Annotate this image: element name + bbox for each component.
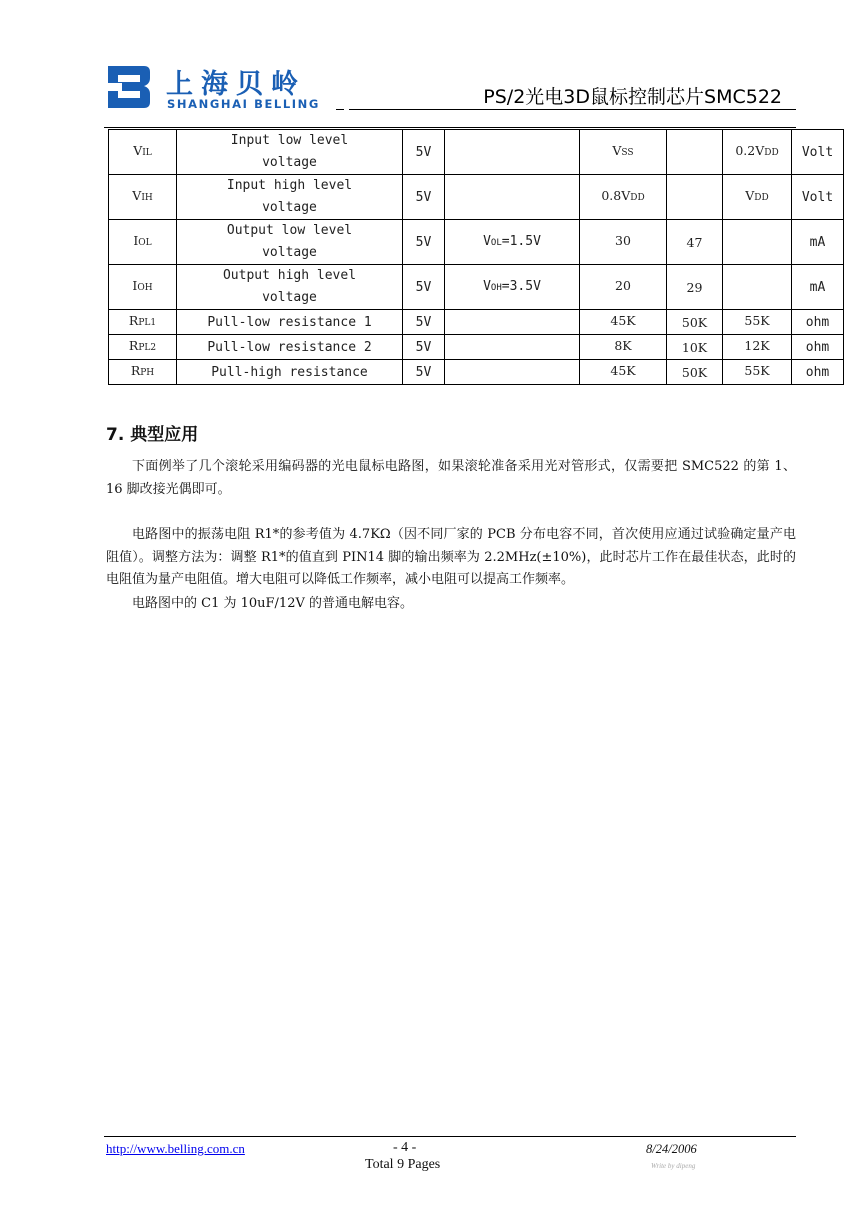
cell-subscript: OH xyxy=(137,283,153,293)
typ-text: 10K xyxy=(681,339,708,355)
description-text: Input high level voltage xyxy=(226,178,353,215)
cell-subscript: IH xyxy=(141,193,153,203)
description-cell xyxy=(177,360,403,385)
typ-cell xyxy=(667,335,723,360)
condition-cell xyxy=(445,360,580,385)
cell-subscript: PL1 xyxy=(138,318,157,328)
cell-subscript: DD xyxy=(764,148,779,158)
condition-cell xyxy=(445,335,580,360)
author-note: Write by dipeng xyxy=(651,1162,696,1170)
unit-text: mA xyxy=(809,279,826,295)
typ-cell xyxy=(667,130,723,175)
unit-text: mA xyxy=(809,234,826,250)
condition-cell xyxy=(445,130,580,175)
max-cell xyxy=(723,265,792,310)
cell-subscript: OH xyxy=(490,282,502,293)
section-title: 7. 典型应用 xyxy=(106,425,199,445)
table-row xyxy=(109,175,844,220)
description-cell xyxy=(177,175,403,220)
unit-cell xyxy=(792,360,844,385)
footer-divider xyxy=(104,1136,796,1137)
condition-cell xyxy=(445,220,580,265)
header-divider-thin xyxy=(104,127,796,128)
condition-cell xyxy=(445,265,580,310)
typ-text: 50K xyxy=(681,314,708,330)
description-text: Pull-high resistance xyxy=(211,364,368,380)
cell-main-text: 55K xyxy=(744,313,770,328)
symbol-cell xyxy=(109,335,177,360)
table-row xyxy=(109,130,844,175)
table-row xyxy=(109,360,844,385)
unit-text: ohm xyxy=(805,314,830,330)
cell-subscript: OL xyxy=(138,238,152,248)
unit-text: Volt xyxy=(801,144,834,160)
paragraph-1: 下面例举了几个滚轮采用编码器的光电鼠标电路图，如果滚轮准备采用光对管形式，仅需要把 SMC522 的第 1、16 脚改接光偶即可。 xyxy=(106,459,796,497)
cell-main-text: V xyxy=(483,233,491,249)
description-cell xyxy=(177,310,403,335)
vdd-cell xyxy=(403,360,445,385)
max-cell xyxy=(723,360,792,385)
description-cell xyxy=(177,130,403,175)
typ-cell xyxy=(667,265,723,310)
typ-cell xyxy=(667,360,723,385)
cell-subscript: PH xyxy=(140,368,155,378)
cell-main-text: V xyxy=(133,143,143,158)
total-pages: Total 9 Pages xyxy=(365,1157,441,1172)
description-text: Output high level voltage xyxy=(222,268,357,305)
min-cell xyxy=(580,220,667,265)
cell-main-text: I xyxy=(132,278,138,293)
typ-text: 29 xyxy=(686,279,703,295)
cell-main-text: 8K xyxy=(614,338,632,353)
vdd-cell xyxy=(403,130,445,175)
unit-cell xyxy=(792,175,844,220)
unit-text: ohm xyxy=(805,364,830,380)
vdd-text: 5V xyxy=(415,144,432,160)
unit-text: ohm xyxy=(805,339,830,355)
cell-main-text: 12K xyxy=(744,338,770,353)
vdd-cell xyxy=(403,310,445,335)
description-text: Pull-low resistance 2 xyxy=(207,339,372,355)
table-row xyxy=(109,310,844,335)
cell-main-text: 55K xyxy=(744,363,770,378)
symbol-cell xyxy=(109,130,177,175)
symbol-cell xyxy=(109,220,177,265)
cell-suffix-text: =1.5V xyxy=(501,233,541,249)
cell-suffix-text: =3.5V xyxy=(501,278,541,294)
cell-main-text: R xyxy=(130,363,141,378)
vdd-cell xyxy=(403,335,445,360)
cell-subscript: IL xyxy=(142,148,152,158)
min-cell xyxy=(580,175,667,220)
cell-main-text: R xyxy=(128,338,139,353)
cell-main-text: 30 xyxy=(615,233,631,248)
cell-main-text: V xyxy=(745,188,755,203)
vdd-cell xyxy=(403,265,445,310)
company-logo xyxy=(104,62,334,114)
unit-cell xyxy=(792,220,844,265)
max-cell xyxy=(723,130,792,175)
electrical-characteristics-table xyxy=(108,129,844,385)
belling-logo-icon xyxy=(104,62,154,112)
cell-main-text: I xyxy=(133,233,139,248)
cell-subscript: DD xyxy=(754,193,769,203)
unit-cell xyxy=(792,335,844,360)
website-link[interactable]: http://www.belling.com.cn xyxy=(106,1141,245,1156)
vdd-text: 5V xyxy=(415,189,432,205)
typ-cell xyxy=(667,310,723,335)
cell-main-text: R xyxy=(128,313,139,328)
description-text: Input low level voltage xyxy=(230,133,349,170)
max-cell xyxy=(723,175,792,220)
document-title: PS/2光电3D鼠标控制芯片SMC522 xyxy=(483,86,782,108)
header-divider-short xyxy=(336,109,344,110)
cell-main-text: 0.2V xyxy=(735,143,765,158)
min-cell xyxy=(580,335,667,360)
condition-cell xyxy=(445,175,580,220)
max-cell xyxy=(723,310,792,335)
unit-cell xyxy=(792,310,844,335)
cell-main-text: 0.8V xyxy=(601,188,631,203)
max-cell xyxy=(723,335,792,360)
unit-cell xyxy=(792,265,844,310)
logo-chinese-name: 上海贝岭 xyxy=(166,69,306,100)
cell-subscript: PL2 xyxy=(138,343,157,353)
min-cell xyxy=(580,265,667,310)
description-text: Pull-low resistance 1 xyxy=(207,314,372,330)
max-cell xyxy=(723,220,792,265)
min-cell xyxy=(580,130,667,175)
unit-cell xyxy=(792,130,844,175)
description-cell xyxy=(177,265,403,310)
min-cell xyxy=(580,360,667,385)
cell-subscript: DD xyxy=(630,193,645,203)
symbol-cell xyxy=(109,175,177,220)
vdd-text: 5V xyxy=(415,234,432,250)
vdd-text: 5V xyxy=(415,364,432,380)
paragraph-3: 电路图中的 C1 为 10uF/12V 的普通电解电容。 xyxy=(132,596,413,611)
vdd-cell xyxy=(403,175,445,220)
table-row xyxy=(109,265,844,310)
description-text: Output low level voltage xyxy=(226,223,353,260)
vdd-cell xyxy=(403,220,445,265)
cell-main-text: V xyxy=(483,278,491,294)
min-cell xyxy=(580,310,667,335)
condition-cell xyxy=(445,310,580,335)
page-number: - 4 - xyxy=(393,1140,417,1155)
cell-main-text: 45K xyxy=(610,313,636,328)
cell-main-text: V xyxy=(132,188,142,203)
table-row xyxy=(109,220,844,265)
unit-text: Volt xyxy=(801,189,834,205)
cell-subscript: OL xyxy=(490,237,502,248)
vdd-text: 5V xyxy=(415,279,432,295)
description-cell xyxy=(177,220,403,265)
cell-main-text: 20 xyxy=(615,278,631,293)
cell-subscript: SS xyxy=(621,148,634,158)
document-date: 8/24/2006 xyxy=(646,1142,697,1156)
vdd-text: 5V xyxy=(415,314,432,330)
paragraph-2: 电路图中的振荡电阻 R1*的参考值为 4.7KΩ（因不同厂家的 PCB 分布电容不同，首次使用应通过试验确定量产电阻值）。调整方法为：调整 R1*的值直到 PIN14 脚的输出频率为 2.2MHz(±10%)，此时芯片工作在最佳状态，此时的电阻值为量产电阻值。增大电阻可以降低工作频率，减小电阻可以提高工作频率。 xyxy=(106,527,796,587)
symbol-cell xyxy=(109,360,177,385)
typ-cell xyxy=(667,220,723,265)
description-cell xyxy=(177,335,403,360)
symbol-cell xyxy=(109,265,177,310)
typ-cell xyxy=(667,175,723,220)
vdd-text: 5V xyxy=(415,339,432,355)
logo-english-name: SHANGHAI BELLING xyxy=(167,97,320,111)
typ-text: 47 xyxy=(686,234,703,250)
cell-main-text: V xyxy=(612,143,622,158)
symbol-cell xyxy=(109,310,177,335)
table-row xyxy=(109,335,844,360)
header-divider xyxy=(349,109,796,110)
cell-main-text: 45K xyxy=(610,363,636,378)
typ-text: 50K xyxy=(681,364,708,380)
